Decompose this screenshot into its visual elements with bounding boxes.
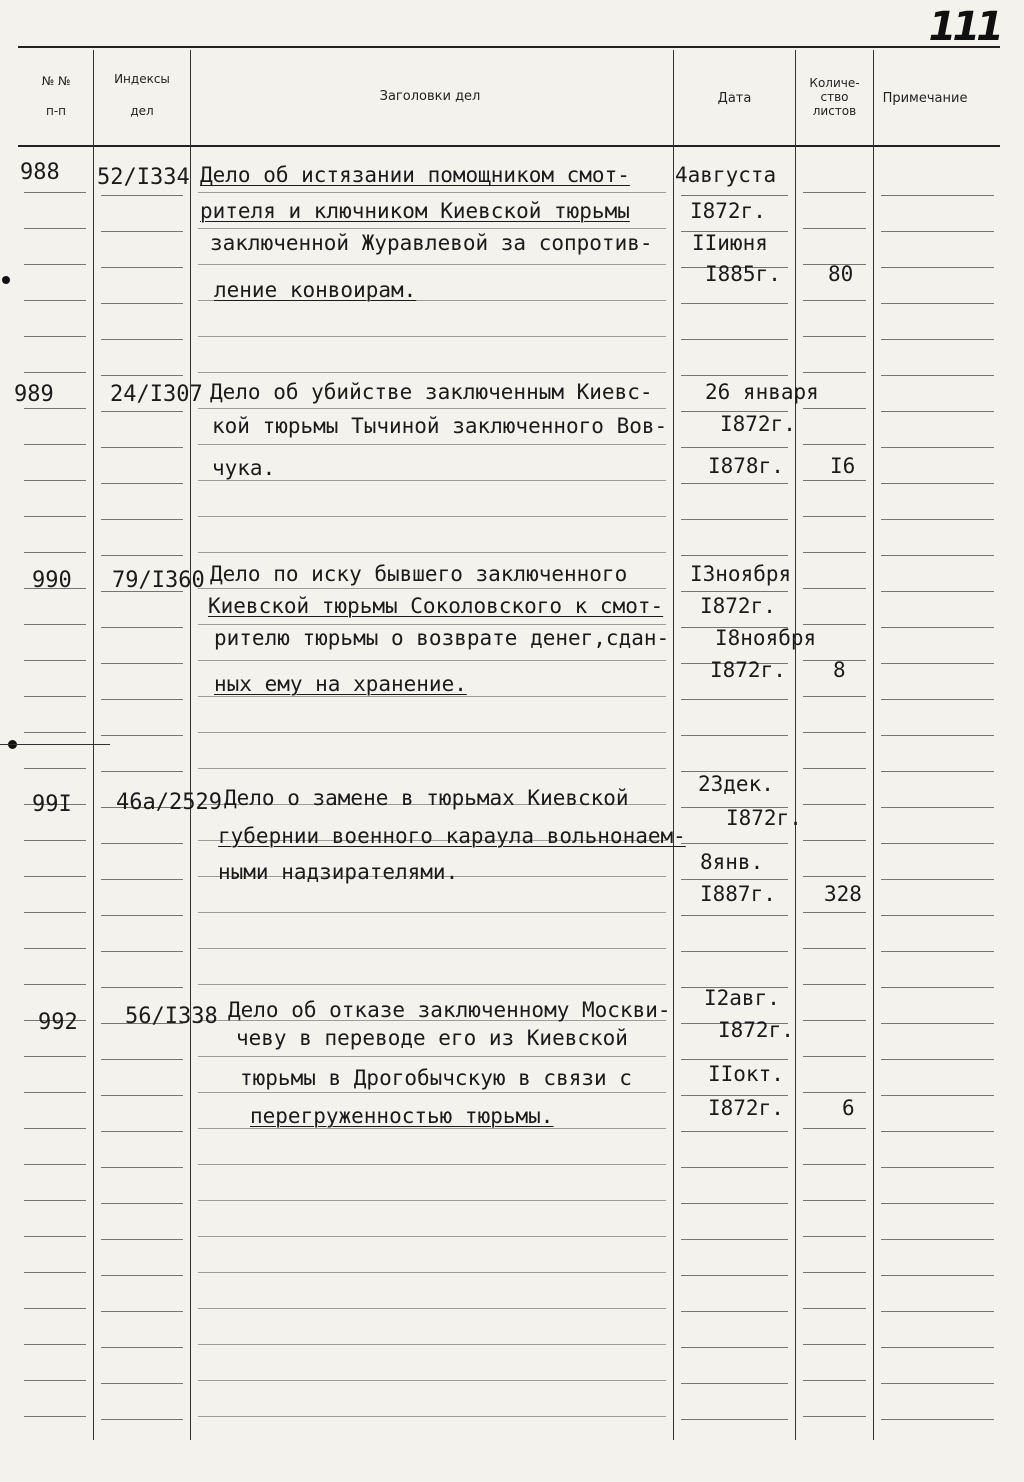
header-count-line1: Количе- — [809, 76, 860, 90]
ledger-rule-line — [101, 915, 183, 916]
ledger-rule-line — [24, 1344, 86, 1345]
ledger-rule-line — [101, 195, 183, 196]
ledger-rule-line — [24, 696, 86, 697]
row-sheet-count: 80 — [828, 262, 854, 286]
row-index: 56/I338 — [125, 1004, 218, 1029]
ledger-rule-line — [803, 1272, 866, 1273]
ledger-rule-line — [101, 843, 183, 844]
ledger-rule-line — [24, 1380, 86, 1381]
ledger-rule-line — [681, 555, 788, 556]
ledger-rule-line — [681, 447, 788, 448]
ledger-rule-line — [101, 1059, 183, 1060]
row-title-line: заключенной Журавлевой за сопротив- — [210, 231, 653, 255]
row-date-line: I872г. — [700, 594, 776, 618]
row-sheet-count: 328 — [824, 882, 862, 906]
ledger-rule-line — [681, 1239, 788, 1240]
ledger-rule-line — [198, 1344, 666, 1345]
ledger-rule-line — [101, 1347, 183, 1348]
ledger-rule-line — [803, 732, 866, 733]
ledger-rule-line — [101, 483, 183, 484]
ledger-rule-line — [101, 663, 183, 664]
ledger-rule-line — [198, 1236, 666, 1237]
ledger-rule-line — [881, 951, 994, 952]
ledger-rule-line — [101, 555, 183, 556]
ledger-rule-line — [198, 1380, 666, 1381]
row-date-line: I887г. — [700, 882, 776, 906]
row-title-line: Дело об убийстве заключенным Киевс- — [210, 380, 653, 404]
ledger-rule-line — [803, 876, 866, 877]
ledger-rule-line — [803, 1416, 866, 1417]
ledger-rule-line — [803, 1236, 866, 1237]
ledger-rule-line — [881, 1275, 994, 1276]
row-date-line: 23дек. — [698, 772, 774, 796]
ledger-rule-line — [881, 879, 994, 880]
ledger-rule-line — [24, 300, 86, 301]
ledger-rule-line — [24, 1056, 86, 1057]
ledger-rule-line — [803, 228, 866, 229]
ledger-rule-line — [803, 444, 866, 445]
ledger-rule-line — [24, 228, 86, 229]
ledger-rule-line — [681, 1347, 788, 1348]
ledger-rule-line — [24, 1092, 86, 1093]
ledger-rule-line — [24, 984, 86, 985]
row-title-line: Киевской тюрьмы Соколовского к смот- — [208, 594, 664, 618]
ledger-rule-line — [198, 912, 666, 913]
ledger-rule-line — [24, 732, 86, 733]
ledger-rule-line — [881, 735, 994, 736]
ledger-rule-line — [24, 876, 86, 877]
ledger-rule-line — [681, 1419, 788, 1420]
ledger-rule-line — [198, 1200, 666, 1201]
ledger-rule-line — [803, 516, 866, 517]
row-title-line: ных ему на хранение. — [214, 672, 467, 696]
ledger-rule-line — [881, 411, 994, 412]
ledger-rule-line — [681, 699, 788, 700]
ledger-rule-line — [24, 660, 86, 661]
ledger-rule-line — [101, 411, 183, 412]
ledger-rule-line — [881, 447, 994, 448]
page-number: 111 — [928, 4, 1000, 50]
ledger-rule-line — [881, 1203, 994, 1204]
ledger-rule-line — [881, 807, 994, 808]
row-title-line: ление конвоирам. — [214, 278, 417, 302]
ledger-rule-line — [24, 1164, 86, 1165]
ledger-rule-line — [24, 516, 86, 517]
row-sheet-count: I6 — [830, 454, 856, 478]
column-divider-4 — [795, 50, 796, 1440]
ledger-rule-line — [101, 627, 183, 628]
ledger-rule-line — [101, 339, 183, 340]
row-title-line: губернии военного караула вольнонаем- — [218, 824, 686, 848]
ledger-rule-line — [803, 1164, 866, 1165]
header-index — [96, 72, 188, 118]
ledger-rule-line — [881, 987, 994, 988]
row-index: 24/I307 — [110, 382, 203, 407]
row-index: 52/I334 — [97, 165, 190, 190]
header-count-line2: ство — [820, 90, 849, 104]
header-index-line1: Индексы — [114, 72, 170, 86]
row-date-line: I872г. — [720, 412, 796, 436]
column-divider-1 — [93, 50, 94, 1440]
ledger-rule-line — [803, 408, 866, 409]
ledger-rule-line — [881, 1167, 994, 1168]
ledger-rule-line — [24, 264, 86, 265]
ledger-rule-line — [681, 735, 788, 736]
ledger-rule-line — [681, 1383, 788, 1384]
header-date: Дата — [717, 91, 752, 106]
ledger-rule-line — [803, 948, 866, 949]
ledger-rule-line — [198, 1056, 666, 1057]
ledger-rule-line — [198, 516, 666, 517]
row-number: 988 — [20, 160, 60, 185]
ledger-rule-line — [101, 951, 183, 952]
row-date-line: I2авг. — [704, 986, 780, 1010]
ledger-rule-line — [881, 267, 994, 268]
ledger-rule-line — [881, 483, 994, 484]
ledger-rule-line — [681, 1311, 788, 1312]
ledger-rule-line — [101, 447, 183, 448]
margin-mark — [0, 744, 110, 745]
ledger-rule-line — [803, 1308, 866, 1309]
ledger-rule-line — [24, 552, 86, 553]
ledger-rule-line — [101, 1203, 183, 1204]
ledger-rule-line — [803, 588, 866, 589]
row-date-line: 8янв. — [700, 850, 764, 874]
ledger-rule-line — [198, 1308, 666, 1309]
ledger-rule-line — [881, 1095, 994, 1096]
header-sheet-count — [797, 76, 872, 118]
header-note: Примечание — [882, 91, 968, 106]
row-date-line: I8ноября — [715, 626, 817, 650]
ledger-rule-line — [101, 303, 183, 304]
ledger-rule-line — [24, 336, 86, 337]
ledger-rule-line — [198, 660, 666, 661]
ledger-rule-line — [881, 1059, 994, 1060]
ledger-rule-line — [198, 264, 666, 265]
header-index-line2: дел — [130, 104, 154, 118]
ledger-rule-line — [101, 267, 183, 268]
ledger-rule-line — [101, 1311, 183, 1312]
ledger-rule-line — [803, 912, 866, 913]
ledger-rule-line — [101, 1167, 183, 1168]
ledger-rule-line — [198, 1272, 666, 1273]
row-date-line: 4августа — [675, 163, 777, 187]
ledger-rule-line — [881, 519, 994, 520]
row-index: 46а/2529 — [116, 790, 222, 815]
ledger-rule-line — [24, 1416, 86, 1417]
header-count-line3: листов — [812, 104, 857, 118]
ledger-rule-line — [803, 552, 866, 553]
ledger-rule-line — [881, 339, 994, 340]
ledger-rule-line — [24, 192, 86, 193]
row-title-line: Дело об отказе заключенному Москви- — [228, 998, 671, 1022]
ledger-rule-line — [803, 804, 866, 805]
row-date-line: I872г. — [726, 806, 802, 830]
row-date-line: I872г. — [708, 1096, 784, 1120]
ledger-rule-line — [803, 1092, 866, 1093]
ledger-rule-line — [24, 624, 86, 625]
row-title-line: чука. — [212, 456, 276, 480]
ledger-rule-line — [198, 732, 666, 733]
ledger-rule-line — [803, 1056, 866, 1057]
ledger-rule-line — [198, 444, 666, 445]
ledger-rule-line — [803, 336, 866, 337]
ledger-rule-line — [101, 1275, 183, 1276]
row-title-line: кой тюрьмы Тычиной заключенного Вов- — [212, 414, 668, 438]
ledger-rule-line — [681, 1167, 788, 1168]
ledger-rule-line — [881, 375, 994, 376]
ledger-rule-line — [881, 303, 994, 304]
ledger-rule-line — [881, 843, 994, 844]
row-date-line: I872г. — [690, 199, 766, 223]
ledger-rule-line — [101, 1131, 183, 1132]
row-date-line: I878г. — [708, 454, 784, 478]
ledger-rule-line — [681, 483, 788, 484]
ledger-rule-line — [24, 768, 86, 769]
ledger-rule-line — [198, 192, 666, 193]
ledger-rule-line — [101, 879, 183, 880]
ledger-rule-line — [881, 1347, 994, 1348]
ledger-rule-line — [681, 843, 788, 844]
ledger-rule-line — [881, 699, 994, 700]
ledger-rule-line — [803, 696, 866, 697]
ledger-rule-line — [881, 915, 994, 916]
ledger-rule-line — [881, 195, 994, 196]
row-number: 989 — [14, 382, 54, 407]
header-number-line1: № № — [41, 74, 71, 88]
ledger-rule-line — [681, 1275, 788, 1276]
header-bottom-border — [18, 145, 1000, 147]
ledger-rule-line — [24, 480, 86, 481]
punch-hole-mark — [2, 276, 10, 284]
ledger-rule-line — [101, 519, 183, 520]
row-sheet-count: 8 — [833, 658, 846, 682]
row-sheet-count: 6 — [842, 1096, 855, 1120]
ledger-rule-line — [681, 915, 788, 916]
ledger-rule-line — [101, 375, 183, 376]
ledger-rule-line — [101, 735, 183, 736]
ledger-rule-line — [803, 768, 866, 769]
ledger-rule-line — [101, 1095, 183, 1096]
ledger-rule-line — [803, 1200, 866, 1201]
ledger-rule-line — [681, 339, 788, 340]
row-number: 99I — [32, 792, 72, 817]
ledger-rule-line — [803, 840, 866, 841]
ledger-rule-line — [24, 948, 86, 949]
row-title-line: чеву в переводе его из Киевской — [236, 1026, 628, 1050]
header-number — [24, 74, 88, 118]
row-title-line: Дело о замене в тюрьмах Киевской — [224, 786, 629, 810]
ledger-rule-line — [24, 1236, 86, 1237]
ledger-rule-line — [681, 195, 788, 196]
ledger-rule-line — [198, 408, 666, 409]
ledger-rule-line — [24, 840, 86, 841]
row-number: 992 — [38, 1010, 78, 1035]
ledger-rule-line — [101, 699, 183, 700]
ledger-rule-line — [881, 771, 994, 772]
ledger-rule-line — [681, 375, 788, 376]
ledger-rule-line — [681, 1203, 788, 1204]
row-title-line: рителя и ключником Киевской тюрьмы — [200, 199, 630, 223]
ledger-rule-line — [101, 1383, 183, 1384]
ledger-rule-line — [101, 1419, 183, 1420]
row-number: 990 — [32, 568, 72, 593]
ledger-rule-line — [881, 1239, 994, 1240]
ledger-rule-line — [24, 1128, 86, 1129]
ledger-rule-line — [198, 768, 666, 769]
ledger-rule-line — [803, 372, 866, 373]
ledger-rule-line — [881, 1419, 994, 1420]
ledger-rule-line — [681, 951, 788, 952]
row-date-line: IIокт. — [708, 1062, 784, 1086]
ledger-rule-line — [803, 1128, 866, 1129]
row-title-line: перегруженностью тюрьмы. — [250, 1104, 554, 1128]
ledger-rule-line — [803, 1344, 866, 1345]
ledger-rule-line — [198, 948, 666, 949]
ledger-rule-line — [881, 231, 994, 232]
ledger-rule-line — [881, 663, 994, 664]
row-date-line: 26 января — [705, 380, 819, 404]
ledger-rule-line — [101, 1239, 183, 1240]
column-divider-3 — [673, 50, 674, 1440]
ledger-rule-line — [24, 372, 86, 373]
ledger-rule-line — [101, 771, 183, 772]
row-date-line: IIиюня — [692, 231, 768, 255]
ledger-rule-line — [803, 984, 866, 985]
ledger-rule-line — [101, 987, 183, 988]
row-date-line: I872г. — [718, 1018, 794, 1042]
ledger-rule-line — [198, 552, 666, 553]
ledger-rule-line — [881, 627, 994, 628]
ledger-rule-line — [198, 1164, 666, 1165]
ledger-rule-line — [198, 336, 666, 337]
row-date-line: I3ноября — [690, 562, 792, 586]
row-title-line: Дело по иску бывшего заключенного — [210, 562, 628, 586]
ledger-rule-line — [24, 1272, 86, 1273]
ledger-rule-line — [198, 372, 666, 373]
table-top-border — [18, 46, 1000, 48]
ledger-rule-line — [681, 303, 788, 304]
ledger-rule-line — [101, 231, 183, 232]
ledger-rule-line — [881, 591, 994, 592]
ledger-rule-line — [803, 192, 866, 193]
row-title-line: рителю тюрьмы о возврате денег,сдан- — [214, 626, 670, 650]
ledger-rule-line — [24, 1308, 86, 1309]
row-title-line: ными надзирателями. — [218, 860, 459, 884]
ledger-rule-line — [881, 1311, 994, 1312]
column-divider-2 — [190, 50, 191, 1440]
header-title: Заголовки дел — [379, 89, 481, 104]
row-date-line: I885г. — [705, 262, 781, 286]
ledger-rule-line — [24, 912, 86, 913]
row-index: 79/I360 — [112, 568, 205, 593]
ledger-rule-line — [881, 1383, 994, 1384]
ledger-rule-line — [681, 519, 788, 520]
ledger-rule-line — [881, 555, 994, 556]
row-title-line: Дело об истязании помощником смот- — [200, 163, 630, 187]
ledger-rule-line — [24, 1200, 86, 1201]
ledger-rule-line — [803, 300, 866, 301]
ledger-rule-line — [803, 1380, 866, 1381]
row-title-line: тюрьмы в Дрогобычскую в связи с — [240, 1066, 632, 1090]
ledger-rule-line — [881, 1131, 994, 1132]
row-date-line: I872г. — [710, 658, 786, 682]
column-divider-5 — [873, 50, 874, 1440]
header-number-line2: п-п — [45, 104, 67, 118]
ledger-rule-line — [681, 1131, 788, 1132]
ledger-rule-line — [198, 1416, 666, 1417]
ledger-rule-line — [24, 444, 86, 445]
ledger-rule-line — [881, 1023, 994, 1024]
ledger-rule-line — [803, 1020, 866, 1021]
ledger-rule-line — [198, 984, 666, 985]
